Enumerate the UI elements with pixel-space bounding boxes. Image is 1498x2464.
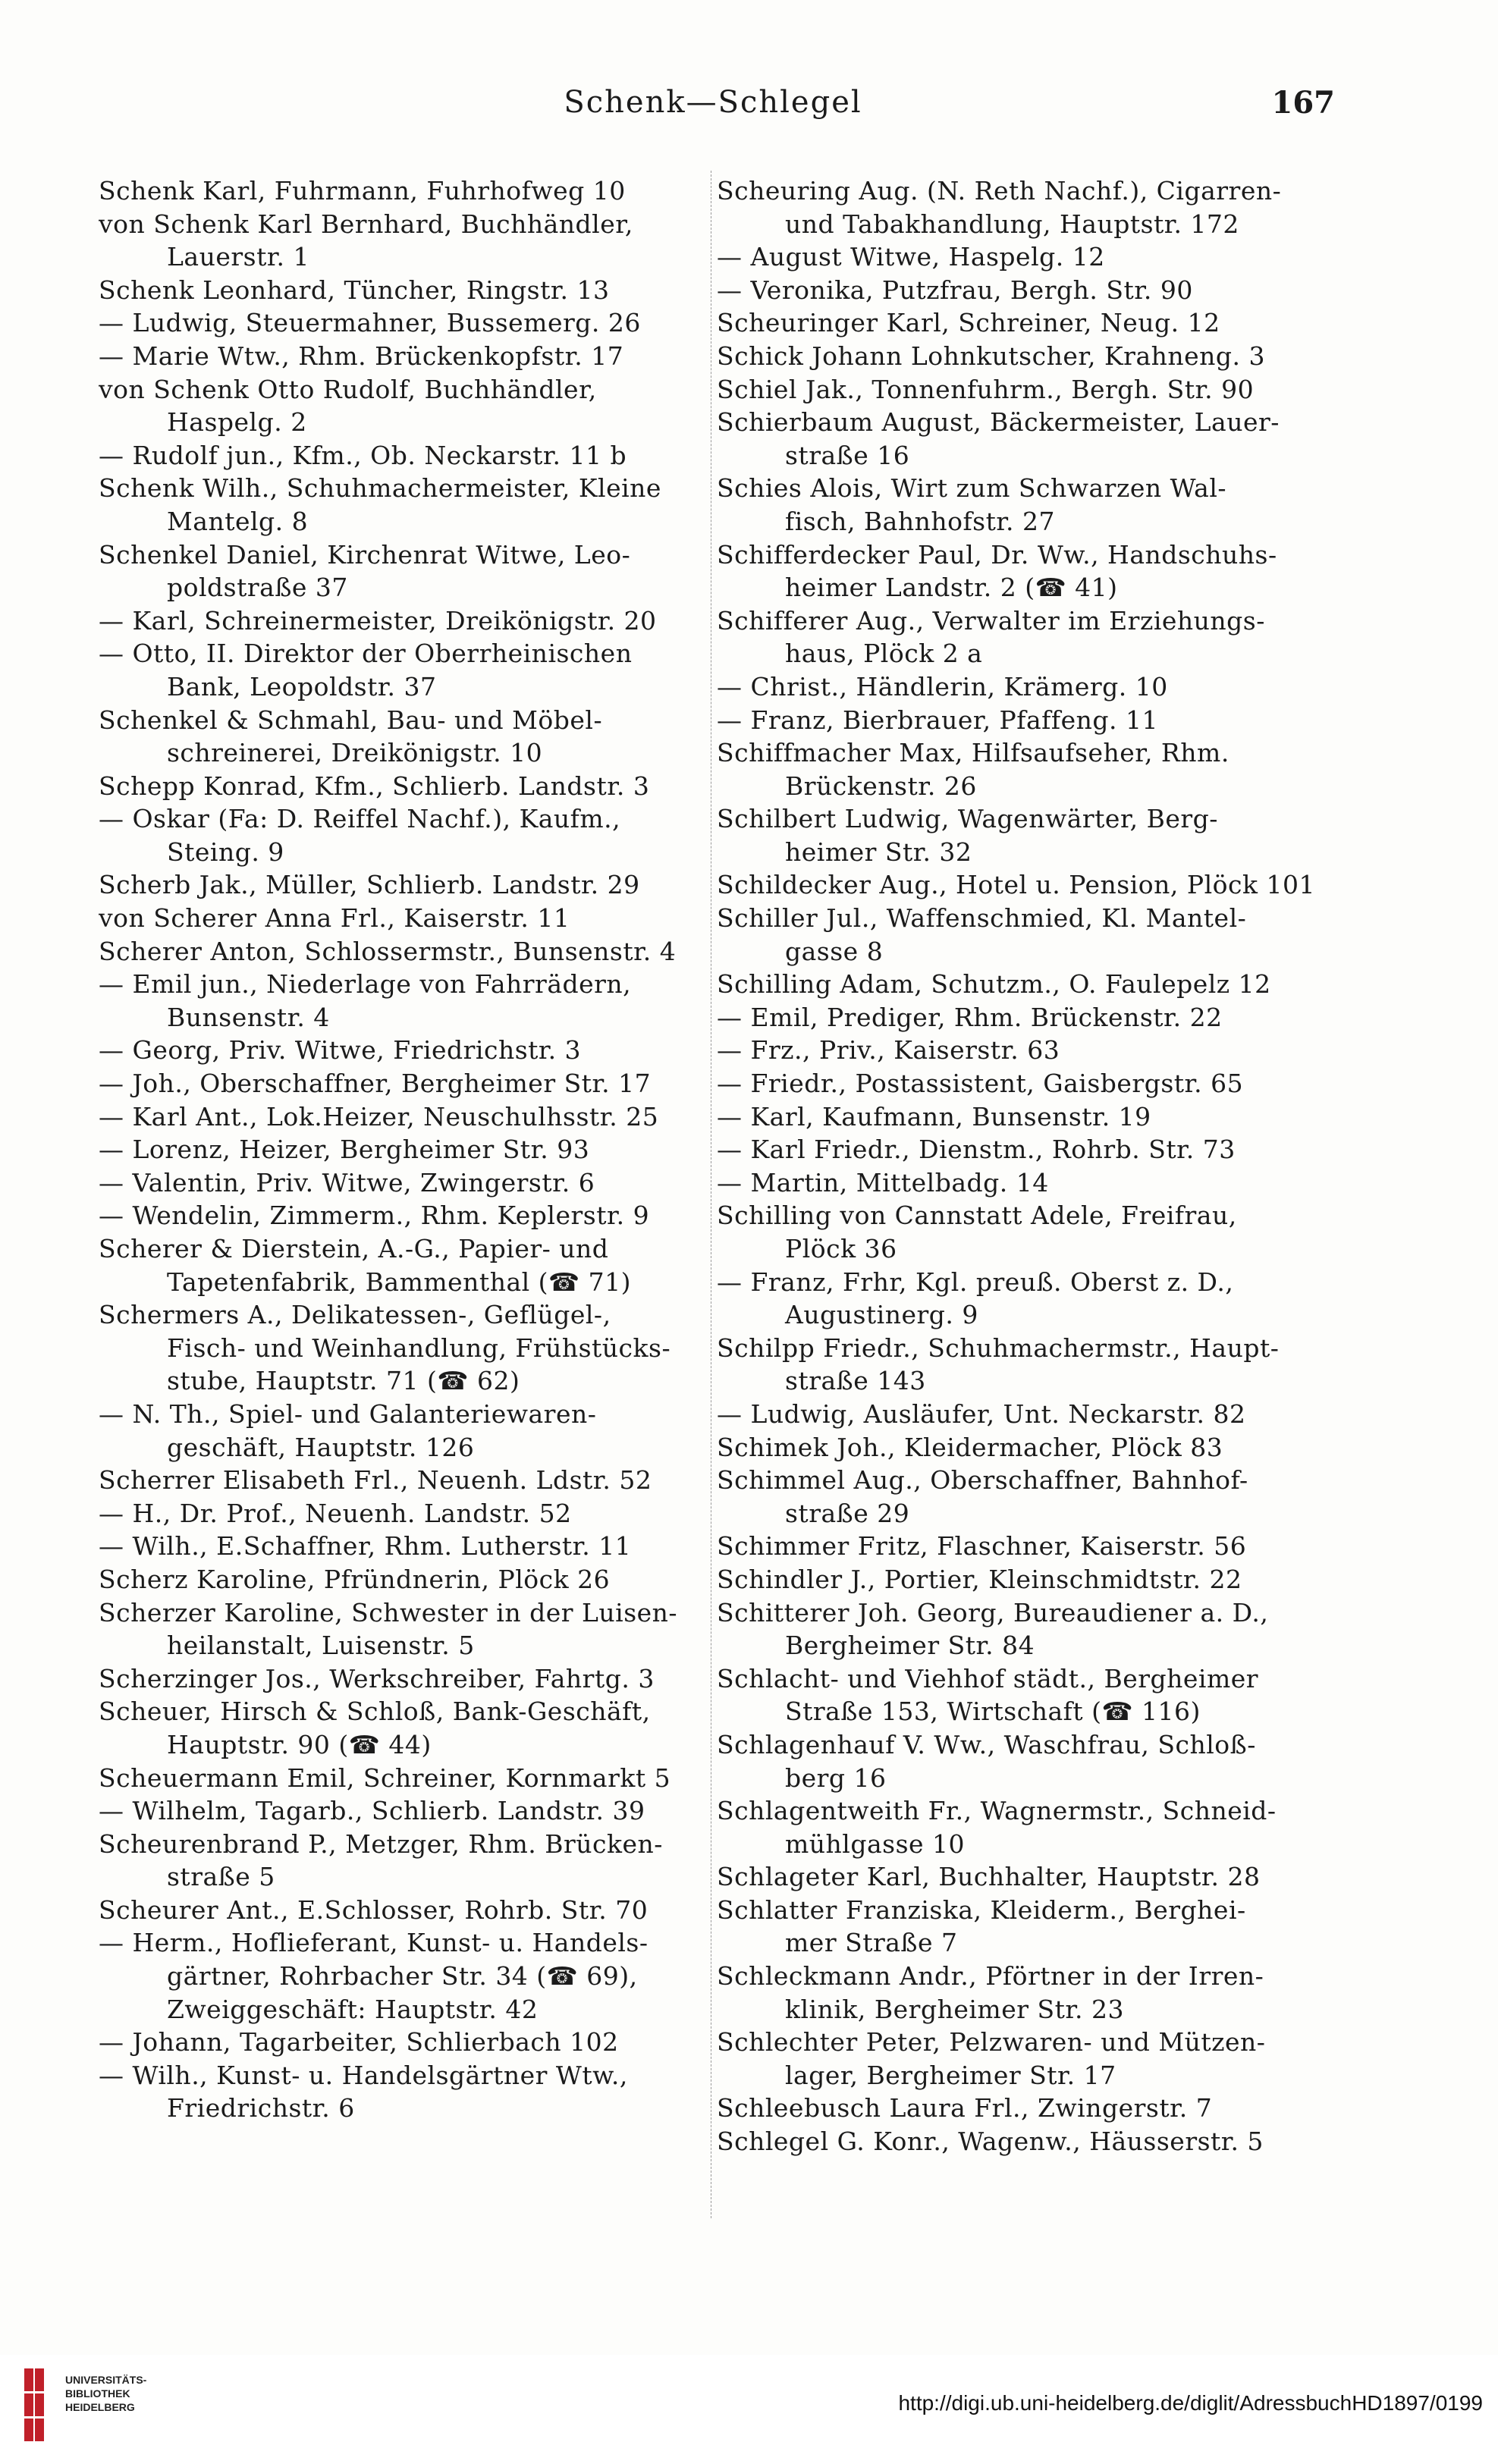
entry-continuation-line: Steing. 9 bbox=[167, 837, 284, 867]
directory-entry-line: — August Witwe, Haspelg. 12 bbox=[717, 242, 1105, 272]
directory-entry-line: Scherb Jak., Müller, Schlierb. Landstr. 29 bbox=[99, 870, 640, 900]
directory-entry-line: — Friedr., Postassistent, Gaisbergstr. 65 bbox=[717, 1069, 1244, 1099]
entry-continuation-line: Friedrichstr. 6 bbox=[167, 2093, 355, 2123]
entry-continuation-line: straße 29 bbox=[785, 1498, 910, 1528]
entry-continuation-line: geschäft, Hauptstr. 126 bbox=[167, 1432, 475, 1462]
entry-continuation-line: heimer Landstr. 2 (☎ 41) bbox=[785, 573, 1118, 603]
directory-entry-line: — Wendelin, Zimmerm., Rhm. Keplerstr. 9 bbox=[99, 1201, 650, 1231]
directory-entry-line: Schilpp Friedr., Schuhmachermstr., Haupt- bbox=[717, 1332, 1280, 1363]
directory-entry-line: Schilling Adam, Schutzm., O. Faulepelz 12 bbox=[717, 969, 1271, 1000]
entry-continuation-line: Zweiggeschäft: Hauptstr. 42 bbox=[167, 1994, 539, 2024]
directory-entry-line: Schenkel & Schmahl, Bau- und Möbel- bbox=[99, 705, 603, 735]
entry-continuation-line: Augustinerg. 9 bbox=[785, 1300, 978, 1330]
entry-continuation-line: mühlgasse 10 bbox=[785, 1828, 966, 1859]
directory-entry-line: Schlagentweith Fr., Wagnermstr., Schneid- bbox=[717, 1796, 1277, 1826]
entry-continuation-line: straße 16 bbox=[785, 440, 910, 470]
directory-entry-line: — Christ., Händlerin, Krämerg. 10 bbox=[717, 671, 1168, 702]
directory-entry-line: Schick Johann Lohnkutscher, Krahneng. 3 bbox=[717, 341, 1266, 371]
entry-continuation-line: Hauptstr. 90 (☎ 44) bbox=[167, 1729, 432, 1759]
directory-entry-line: Scherer Anton, Schlossermstr., Bunsenstr. 4 bbox=[99, 936, 677, 966]
directory-entry-line: — Karl Ant., Lok.Heizer, Neuschulhsstr. 25 bbox=[99, 1101, 659, 1132]
library-name-line: UNIVERSITÄTS- bbox=[65, 2374, 147, 2386]
entry-continuation-line: Brückenstr. 26 bbox=[785, 771, 977, 801]
directory-entry-line: Scheuermann Emil, Schreiner, Kornmarkt 5 bbox=[99, 1762, 671, 1793]
entry-continuation-line: Haspelg. 2 bbox=[167, 407, 307, 438]
entry-continuation-line: und Tabakhandlung, Hauptstr. 172 bbox=[785, 209, 1239, 239]
right-column bbox=[717, 174, 1339, 2158]
directory-entry-line: Scherer & Dierstein, A.-G., Papier- und bbox=[99, 1234, 609, 1263]
page-header bbox=[91, 85, 1335, 130]
university-library-logo-icon bbox=[24, 2368, 55, 2441]
directory-entry-line: — Wilh., E.Schaffner, Rhm. Lutherstr. 11 bbox=[99, 1531, 632, 1562]
directory-entry-line: von Schenk Karl Bernhard, Buchhändler, bbox=[99, 209, 633, 239]
directory-entry-line: — Herm., Hoflieferant, Kunst- u. Handels- bbox=[99, 1928, 649, 1958]
entry-continuation-line: straße 143 bbox=[785, 1366, 926, 1396]
directory-entry-line: — Ludwig, Steuermahner, Bussemerg. 26 bbox=[99, 308, 641, 338]
directory-entry-line: Scherzer Karoline, Schwester in der Luisen- bbox=[99, 1597, 678, 1627]
directory-entry-line: — Joh., Oberschaffner, Bergheimer Str. 17 bbox=[99, 1069, 652, 1099]
directory-entry-line: Schimmer Fritz, Flaschner, Kaiserstr. 56 bbox=[717, 1531, 1247, 1562]
entry-continuation-line: heimer Str. 32 bbox=[785, 837, 972, 867]
entry-continuation-line: mer Straße 7 bbox=[785, 1928, 958, 1958]
entry-continuation-line: haus, Plöck 2 a bbox=[785, 639, 983, 669]
directory-entry-line: — Emil jun., Niederlage von Fahrrädern, bbox=[99, 969, 632, 1000]
entry-continuation-line: Lauerstr. 1 bbox=[167, 242, 309, 272]
library-name-line: HEIDELBERG bbox=[65, 2401, 135, 2413]
page-number: 167 bbox=[1271, 85, 1335, 121]
directory-entry-line: Schenk Leonhard, Tüncher, Ringstr. 13 bbox=[99, 275, 610, 305]
directory-entry-line: Schiller Jul., Waffenschmied, Kl. Mantel- bbox=[717, 903, 1247, 934]
entry-continuation-line: klinik, Bergheimer Str. 23 bbox=[785, 1994, 1124, 2024]
directory-entry-line: Schiffmacher Max, Hilfsaufseher, Rhm. bbox=[717, 738, 1229, 768]
directory-entry-line: — Valentin, Priv. Witwe, Zwingerstr. 6 bbox=[99, 1167, 595, 1197]
directory-entry-line: — H., Dr. Prof., Neuenh. Landstr. 52 bbox=[99, 1498, 572, 1528]
directory-entry-line: Schifferdecker Paul, Dr. Ww., Handschuhs- bbox=[717, 539, 1277, 570]
running-title: Schenk—Schlegel bbox=[564, 85, 862, 120]
directory-entry-line: Scheurenbrand P., Metzger, Rhm. Brücken- bbox=[99, 1828, 663, 1859]
directory-entry-line: — Franz, Frhr, Kgl. preuß. Oberst z. D., bbox=[717, 1267, 1234, 1297]
entry-continuation-line: gasse 8 bbox=[785, 936, 884, 966]
entry-continuation-line: fisch, Bahnhofstr. 27 bbox=[785, 506, 1056, 536]
directory-entry-line: Schierbaum August, Bäckermeister, Lauer- bbox=[717, 407, 1280, 438]
footer bbox=[0, 2355, 1498, 2464]
entry-continuation-line: heilanstalt, Luisenstr. 5 bbox=[167, 1631, 475, 1661]
entry-continuation-line: gärtner, Rohrbacher Str. 34 (☎ 69), bbox=[167, 1961, 638, 1992]
directory-entry-line: Schlegel G. Konr., Wagenw., Häusserstr. 5 bbox=[717, 2127, 1264, 2157]
directory-entry-line: — Veronika, Putzfrau, Bergh. Str. 90 bbox=[717, 275, 1193, 305]
directory-entry-line: Schlageter Karl, Buchhalter, Hauptstr. 28 bbox=[717, 1862, 1261, 1892]
directory-entry-line: Schleebusch Laura Frl., Zwingerstr. 7 bbox=[717, 2093, 1213, 2123]
directory-entry-line: Schleckmann Andr., Pförtner in der Irren- bbox=[717, 1961, 1264, 1992]
directory-entry-line: Schlacht- und Viehhof städt., Bergheimer bbox=[717, 1663, 1259, 1693]
entry-continuation-line: Fisch- und Weinhandlung, Frühstücks- bbox=[167, 1332, 671, 1363]
directory-entry-line: — Ludwig, Ausläufer, Unt. Neckarstr. 82 bbox=[717, 1398, 1246, 1429]
directory-entry-line: — Martin, Mittelbadg. 14 bbox=[717, 1167, 1049, 1197]
directory-entry-line: — Georg, Priv. Witwe, Friedrichstr. 3 bbox=[99, 1035, 582, 1066]
directory-entry-line: Schermers A., Delikatessen-, Geflügel-, bbox=[99, 1300, 611, 1330]
directory-entry-line: — Lorenz, Heizer, Bergheimer Str. 93 bbox=[99, 1135, 590, 1165]
directory-entry-line: Schimek Joh., Kleidermacher, Plöck 83 bbox=[717, 1432, 1223, 1462]
directory-entry-line: Schies Alois, Wirt zum Schwarzen Wal- bbox=[717, 473, 1227, 504]
directory-entry-line: — Karl, Schreinermeister, Dreikönigstr. 20 bbox=[99, 605, 657, 636]
directory-entry-line: Scheuring Aug. (N. Reth Nachf.), Cigarren- bbox=[717, 176, 1282, 206]
entry-continuation-line: Tapetenfabrik, Bammenthal (☎ 71) bbox=[167, 1267, 631, 1297]
directory-entry-line: Schildecker Aug., Hotel u. Pension, Plöck 101 bbox=[717, 870, 1315, 900]
entry-continuation-line: Bergheimer Str. 84 bbox=[785, 1631, 1035, 1661]
directory-entry-line: Schilling von Cannstatt Adele, Freifrau, bbox=[717, 1201, 1237, 1231]
directory-entry-line: Schindler J., Portier, Kleinschmidtstr. 22 bbox=[717, 1564, 1242, 1594]
entry-continuation-line: straße 5 bbox=[167, 1862, 275, 1892]
entry-continuation-line: Bunsenstr. 4 bbox=[167, 1002, 330, 1032]
directory-entry-line: Schimmel Aug., Oberschaffner, Bahnhof- bbox=[717, 1465, 1248, 1496]
directory-entry-line: von Schenk Otto Rudolf, Buchhändler, bbox=[99, 374, 597, 404]
directory-entry-line: Schenk Wilh., Schuhmachermeister, Kleine bbox=[99, 473, 661, 504]
directory-entry-line: Scherz Karoline, Pfründnerin, Plöck 26 bbox=[99, 1564, 611, 1594]
directory-entry-line: — Wilh., Kunst- u. Handelsgärtner Wtw., bbox=[99, 2060, 628, 2090]
directory-entry-line: Schenkel Daniel, Kirchenrat Witwe, Leo- bbox=[99, 539, 631, 570]
directory-entry-line: Scheurer Ant., E.Schlosser, Rohrb. Str. 70 bbox=[99, 1894, 649, 1925]
directory-entry-line: — Franz, Bierbrauer, Pfaffeng. 11 bbox=[717, 705, 1158, 735]
directory-entry-line: — Frz., Priv., Kaiserstr. 63 bbox=[717, 1035, 1060, 1066]
source-url[interactable]: http://digi.ub.uni-heidelberg.de/diglit/AdressbuchHD1897/0199 bbox=[898, 2391, 1483, 2415]
directory-entry-line: — Otto, II. Direktor der Oberrheinischen bbox=[99, 639, 633, 669]
directory-entry-line: — Emil, Prediger, Rhm. Brückenstr. 22 bbox=[717, 1002, 1223, 1032]
entry-continuation-line: Straße 153, Wirtschaft (☎ 116) bbox=[785, 1697, 1201, 1727]
directory-entry-line: Scheuringer Karl, Schreiner, Neug. 12 bbox=[717, 308, 1220, 338]
entry-continuation-line: Mantelg. 8 bbox=[167, 506, 309, 536]
library-name bbox=[65, 2373, 146, 2414]
left-column bbox=[99, 174, 705, 2125]
directory-entry-line: Schenk Karl, Fuhrmann, Fuhrhofweg 10 bbox=[99, 176, 626, 206]
directory-entry-line: Schepp Konrad, Kfm., Schlierb. Landstr. 3 bbox=[99, 771, 650, 801]
directory-entry-line: Scheuer, Hirsch & Schloß, Bank-Geschäft, bbox=[99, 1697, 651, 1727]
directory-entry-line: — Marie Wtw., Rhm. Brückenkopfstr. 17 bbox=[99, 341, 624, 371]
directory-entry-line: Schifferer Aug., Verwalter im Erziehungs- bbox=[717, 605, 1265, 636]
entry-continuation-line: berg 16 bbox=[785, 1762, 887, 1793]
entry-continuation-line: lager, Bergheimer Str. 17 bbox=[785, 2060, 1116, 2090]
directory-entry-line: von Scherer Anna Frl., Kaiserstr. 11 bbox=[99, 903, 570, 934]
directory-entry-line: Schlagenhauf V. Ww., Waschfrau, Schloß- bbox=[717, 1729, 1256, 1759]
directory-entry-line: Schlechter Peter, Pelzwaren- und Mützen- bbox=[717, 2027, 1266, 2058]
directory-entry-line: Schlatter Franziska, Kleiderm., Berghei- bbox=[717, 1894, 1246, 1925]
directory-entry-line: — Karl, Kaufmann, Bunsenstr. 19 bbox=[717, 1101, 1151, 1132]
directory-entry-line: Scherzinger Jos., Werkschreiber, Fahrtg. 3 bbox=[99, 1663, 655, 1693]
directory-entry-line: Schitterer Joh. Georg, Bureaudiener a. D., bbox=[717, 1597, 1269, 1627]
entry-continuation-line: schreinerei, Dreikönigstr. 10 bbox=[167, 738, 543, 768]
entry-continuation-line: Bank, Leopoldstr. 37 bbox=[167, 671, 437, 702]
directory-entry-line: — Johann, Tagarbeiter, Schlierbach 102 bbox=[99, 2027, 619, 2058]
directory-entry-line: Scherrer Elisabeth Frl., Neuenh. Ldstr. 52 bbox=[99, 1465, 652, 1496]
directory-entry-line: — Rudolf jun., Kfm., Ob. Neckarstr. 11 b bbox=[99, 440, 627, 470]
entry-continuation-line: poldstraße 37 bbox=[167, 573, 348, 603]
directory-entry-line: — Oskar (Fa: D. Reiffel Nachf.), Kaufm., bbox=[99, 804, 621, 834]
entry-continuation-line: stube, Hauptstr. 71 (☎ 62) bbox=[167, 1366, 520, 1396]
library-name-line: BIBLIOTHEK bbox=[65, 2387, 130, 2400]
entry-continuation-line: Plöck 36 bbox=[785, 1234, 897, 1263]
directory-entry-line: — N. Th., Spiel- und Galanteriewaren- bbox=[99, 1398, 597, 1429]
directory-entry-line: Schilbert Ludwig, Wagenwärter, Berg- bbox=[717, 804, 1218, 834]
directory-entry-line: Schiel Jak., Tonnenfuhrm., Bergh. Str. 90 bbox=[717, 374, 1255, 404]
directory-entry-line: — Karl Friedr., Dienstm., Rohrb. Str. 73 bbox=[717, 1135, 1236, 1165]
directory-entry-line: — Wilhelm, Tagarb., Schlierb. Landstr. 39 bbox=[99, 1796, 645, 1826]
